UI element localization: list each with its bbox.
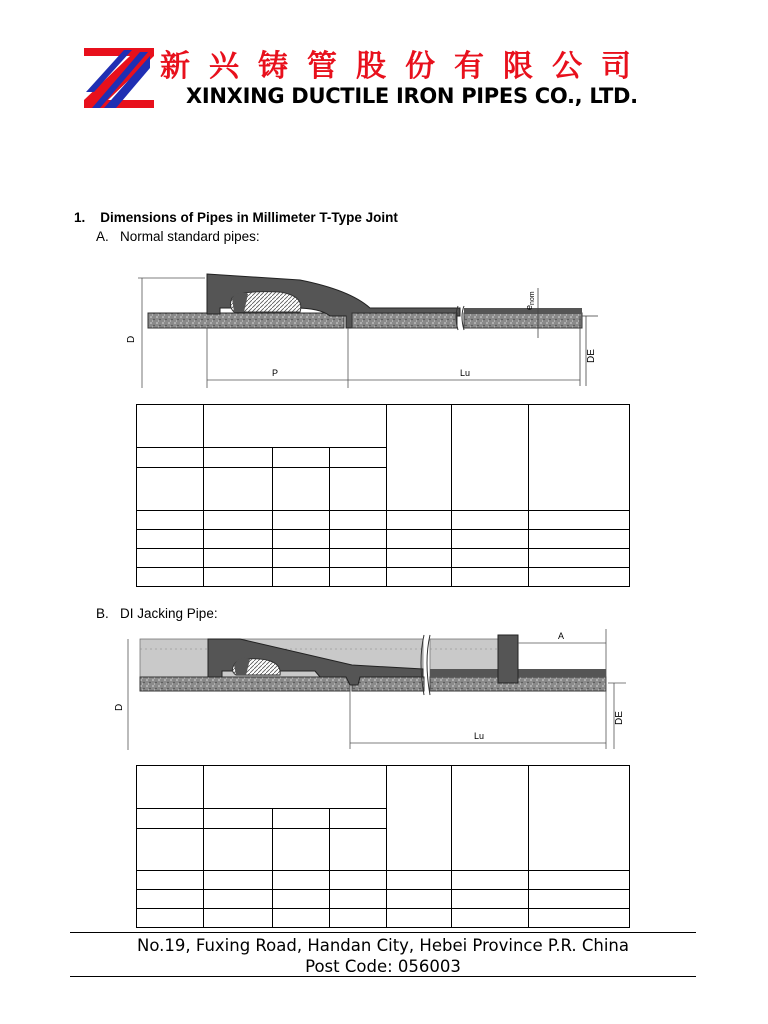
subsection-b-letter: B. (96, 606, 109, 621)
footer-bottom-rule (70, 976, 696, 977)
footer-top-rule (70, 932, 696, 933)
subsection-a-heading (96, 229, 260, 244)
label-de-b: DE (614, 711, 625, 725)
section-heading (74, 210, 398, 225)
footer-address-block (70, 935, 696, 977)
dimensions-table-b (136, 765, 630, 928)
label-a: A (558, 631, 565, 641)
footer-postcode: Post Code: 056003 (305, 957, 461, 976)
label-e-nom: $e_{nom}$ (524, 291, 536, 310)
label-p: P (272, 368, 279, 378)
dimensions-table-a (136, 404, 630, 587)
pipe-joint-diagram-a (120, 268, 610, 393)
section-number: 1. (74, 210, 86, 225)
label-lu: Lu (460, 368, 471, 378)
pipe-joint-diagram-b (110, 625, 630, 755)
subsection-a-title: Normal standard pipes: (120, 229, 260, 244)
footer-address: No.19, Fuxing Road, Handan City, Hebei Province P.R. China (136, 936, 630, 955)
label-de: DE (586, 349, 597, 363)
company-logo (84, 48, 154, 108)
subsection-b-heading (96, 606, 218, 621)
company-name-chinese: 新兴铸管股份有限公司 (160, 49, 650, 84)
label-d: D (126, 335, 137, 343)
label-lu-b: Lu (474, 731, 485, 741)
company-name-english: XINXING DUCTILE IRON PIPES CO., LTD. (186, 84, 638, 108)
label-d-b: D (114, 703, 125, 711)
section-title: Dimensions of Pipes in Millimeter T-Type Joint (100, 210, 398, 225)
subsection-b-title: DI Jacking Pipe: (120, 606, 218, 621)
subsection-a-letter: A. (96, 229, 109, 244)
